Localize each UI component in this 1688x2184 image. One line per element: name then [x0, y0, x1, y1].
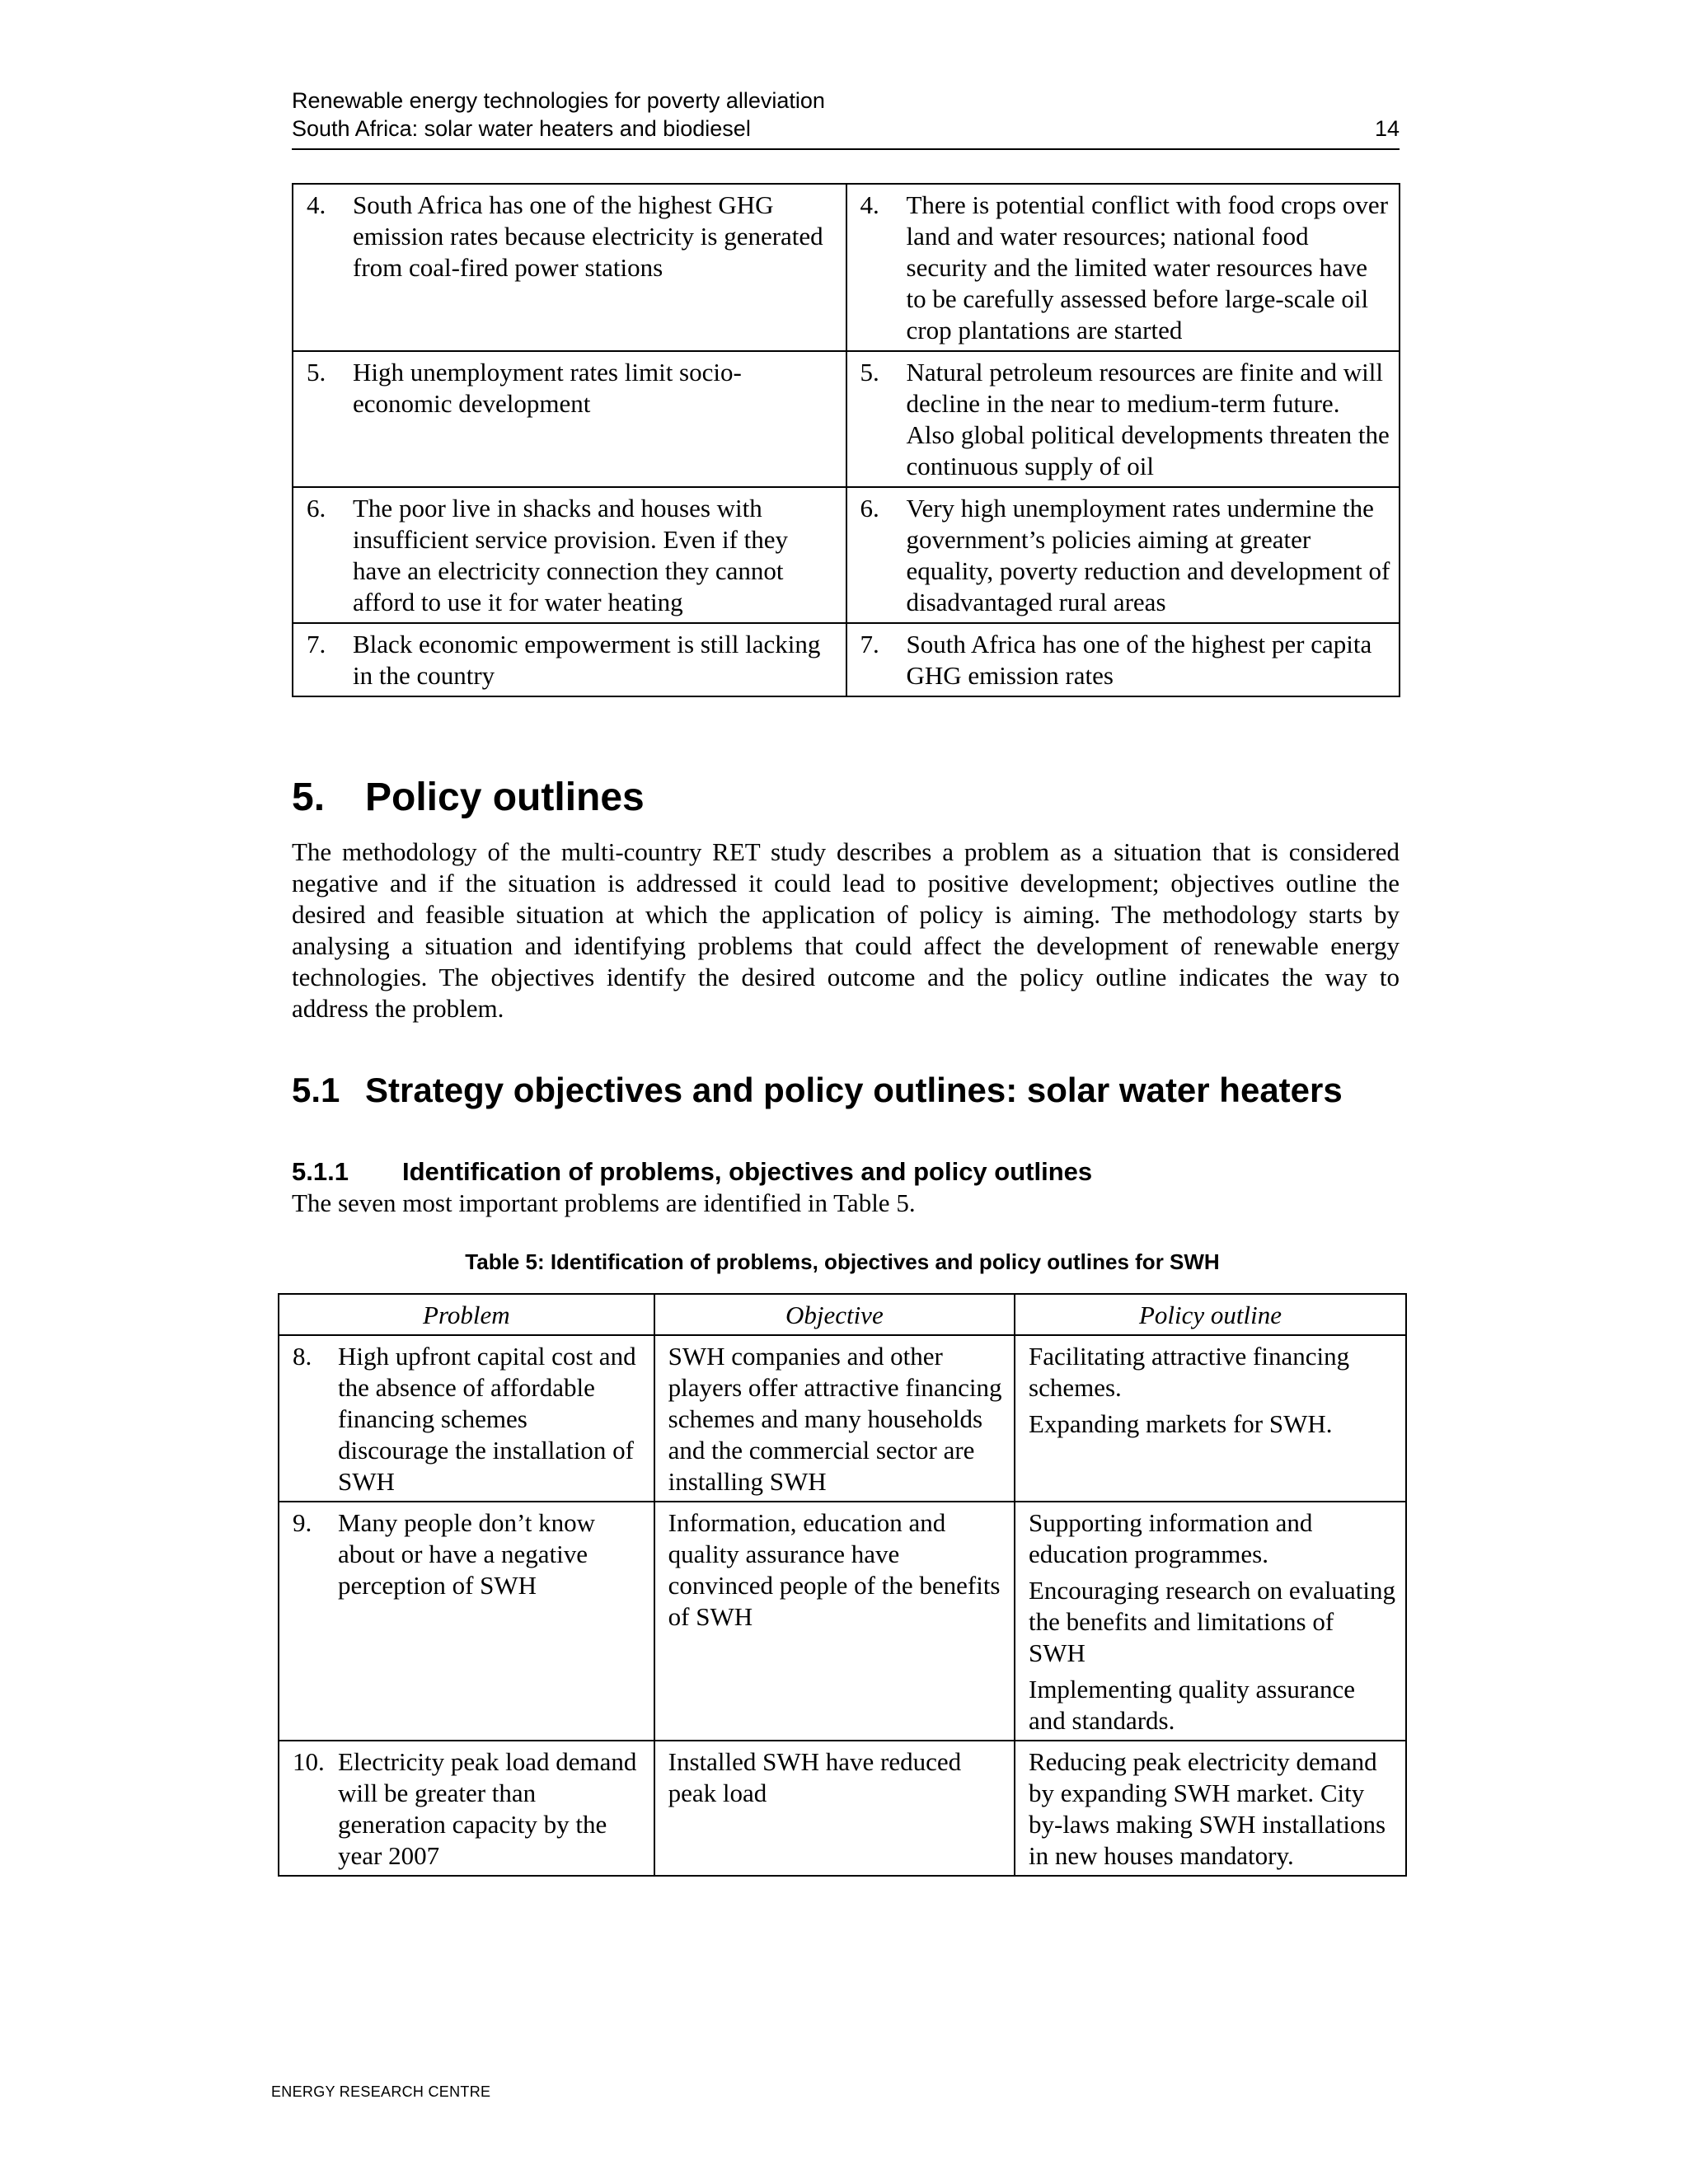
item-number: 6. — [860, 494, 879, 523]
table-cell — [846, 623, 1400, 696]
item-number: 8. — [293, 1342, 312, 1371]
item-number: 7. — [860, 630, 879, 658]
section-title: Policy outlines — [365, 776, 645, 819]
column-header-problem: Problem — [279, 1294, 654, 1335]
table-cell — [846, 487, 1400, 623]
table-row — [293, 623, 1400, 696]
table-cell — [293, 351, 846, 487]
objective-cell: Information, education and quality assurance have convinced people of the benefits of SWH — [654, 1502, 1015, 1741]
problem-cell — [279, 1502, 654, 1741]
item-text: Natural petroleum resources are finite and will decline in the near to medium-term future. Also global political developments threaten the continuous supply of oil — [906, 358, 1390, 480]
policy-cell — [1015, 1502, 1406, 1741]
table-cell — [846, 184, 1400, 351]
section-number: 5. — [292, 776, 326, 819]
table-cell — [293, 487, 846, 623]
item-number: 10. — [293, 1747, 325, 1776]
item-number: 5. — [307, 358, 326, 387]
item-text: Black economic empowerment is still lacking in the country — [353, 630, 821, 690]
table-row — [279, 1741, 1406, 1876]
problem-text: Many people don’t know about or have a negative perception of SWH — [338, 1508, 595, 1600]
problem-cell — [279, 1335, 654, 1502]
section-number: 5.1.1 — [292, 1157, 349, 1186]
section-5-heading — [292, 775, 645, 821]
policy-item: Implementing quality assurance and standards. — [1029, 1675, 1355, 1735]
item-number: 4. — [860, 190, 879, 219]
table-row — [293, 351, 1400, 487]
table-header-row — [279, 1294, 1406, 1335]
section-title: Strategy objectives and policy outlines: solar water heaters — [365, 1071, 1343, 1109]
table-5 — [278, 1293, 1407, 1877]
section-title: Identification of problems, objectives and policy outlines — [402, 1157, 1093, 1186]
column-header-objective: Objective — [654, 1294, 1015, 1335]
table-cell — [293, 623, 846, 696]
policy-item: Facilitating attractive financing schemes. — [1029, 1342, 1350, 1402]
page-footer: ENERGY RESEARCH CENTRE — [271, 2083, 491, 2100]
section-5-1-heading — [292, 1070, 1343, 1111]
item-number: 4. — [307, 190, 326, 219]
policy-item: Expanding markets for SWH. — [1029, 1409, 1333, 1438]
item-text: Very high unemployment rates undermine the government’s policies aiming at greater equality, poverty reduction and development of disadvantaged rural areas — [906, 494, 1390, 616]
problem-text: Electricity peak load demand will be greater than generation capacity by the year 2007 — [338, 1747, 637, 1870]
running-header — [292, 87, 1400, 143]
column-header-policy-outline: Policy outline — [1015, 1294, 1406, 1335]
table-5-caption: Table 5: Identification of problems, objectives and policy outlines for SWH — [465, 1249, 1220, 1274]
item-number: 7. — [307, 630, 326, 658]
section-5-1-1-heading — [292, 1156, 1092, 1188]
table-cell — [846, 351, 1400, 487]
item-text: There is potential conflict with food crops over land and water resources; national food security and the limited water resources have to be carefully assessed before large-scale oil crop plantations are started — [906, 190, 1389, 344]
item-number: 9. — [293, 1508, 312, 1537]
objective-cell: SWH companies and other players offer attractive financing schemes and many households and the commercial sector are installing SWH — [654, 1335, 1015, 1502]
table-row — [279, 1502, 1406, 1741]
table-row — [293, 184, 1400, 351]
table-row — [279, 1335, 1406, 1502]
policy-item: Supporting information and education programmes. — [1029, 1508, 1313, 1568]
header-divider — [292, 148, 1400, 150]
item-text: High unemployment rates limit socio-economic development — [353, 358, 742, 418]
header-title-line: Renewable energy technologies for poverty alleviation — [292, 88, 825, 113]
policy-item: Reducing peak electricity demand by expanding SWH market. City by-laws making SWH installations in new houses mandatory. — [1029, 1747, 1386, 1870]
objective-cell: Installed SWH have reduced peak load — [654, 1741, 1015, 1876]
policy-item: Encouraging research on evaluating the benefits and limitations of SWH — [1029, 1576, 1396, 1667]
table-cell — [293, 184, 846, 351]
problem-text: High upfront capital cost and the absence of affordable financing schemes discourage the installation of SWH — [338, 1342, 636, 1496]
item-text: South Africa has one of the highest per capita GHG emission rates — [906, 630, 1372, 690]
header-subtitle-line: South Africa: solar water heaters and biodiesel — [292, 116, 751, 141]
item-number: 6. — [307, 494, 326, 523]
header-subtitle-row — [292, 115, 1400, 143]
item-text: The poor live in shacks and houses with insufficient service provision. Even if they have an electricity connection they cannot afford to use it for water heating — [353, 494, 789, 616]
policy-cell — [1015, 1741, 1406, 1876]
section-5-1-1-paragraph: The seven most important problems are identified in Table 5. — [292, 1188, 916, 1217]
item-number: 5. — [860, 358, 879, 387]
table-row — [293, 487, 1400, 623]
section-number: 5.1 — [292, 1071, 340, 1109]
page-number: 14 — [1374, 116, 1400, 141]
problem-cell — [279, 1741, 654, 1876]
continued-problems-table — [292, 183, 1400, 697]
item-text: South Africa has one of the highest GHG emission rates because electricity is generated from coal-fired power stations — [353, 190, 823, 282]
policy-cell — [1015, 1335, 1406, 1502]
section-5-paragraph: The methodology of the multi-country RET study describes a problem as a situation that is considered negative and if the situation is addressed it could lead to positive development; objectives outline the desired and feasible situation at which the application of policy is aiming. The methodology starts by analysing a situation and identifying problems that could affect the development of renewable energy technologies. The objectives identify the desired outcome and the policy outline indicates the way to address the problem. — [292, 837, 1400, 1023]
